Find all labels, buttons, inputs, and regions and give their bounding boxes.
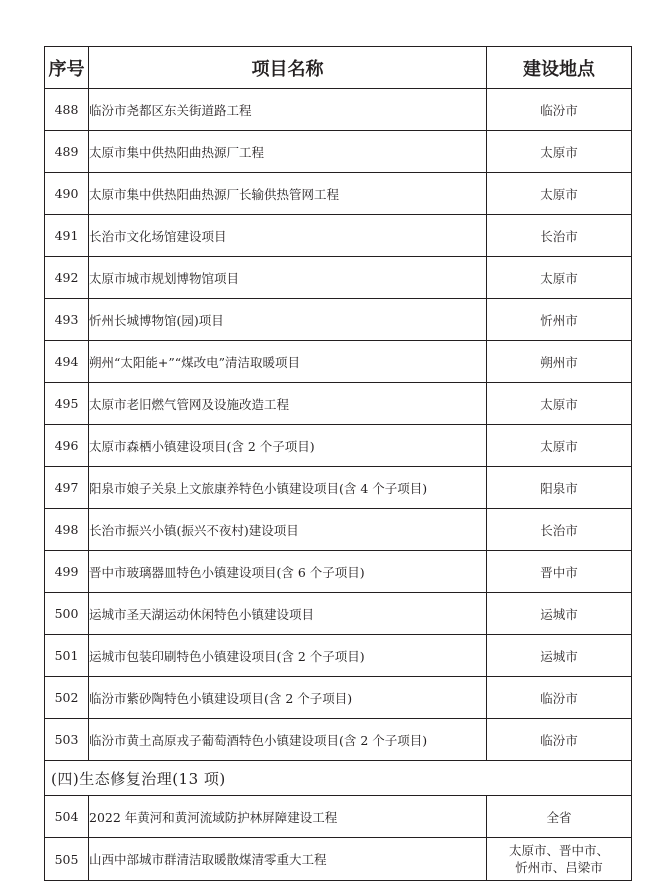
row-location: 阳泉市 (487, 467, 632, 509)
row-seq: 491 (45, 215, 89, 257)
table-row (45, 299, 632, 341)
row-location: 太原市 (487, 425, 632, 467)
row-seq: 498 (45, 509, 89, 551)
row-name: 忻州长城博物馆(园)项目 (89, 299, 487, 341)
table-row (45, 425, 632, 467)
row-name: 长治市文化场馆建设项目 (89, 215, 487, 257)
row-seq: 501 (45, 635, 89, 677)
row-name: 临汾市黄土高原戎子葡萄酒特色小镇建设项目(含 2 个子项目) (89, 719, 487, 761)
table-row (45, 593, 632, 635)
row-location: 忻州市 (487, 299, 632, 341)
row-seq: 492 (45, 257, 89, 299)
row-location (487, 838, 632, 881)
row-name: 临汾市尧都区东关街道路工程 (89, 89, 487, 131)
row-seq: 489 (45, 131, 89, 173)
row-seq: 503 (45, 719, 89, 761)
row-seq: 502 (45, 677, 89, 719)
row-seq: 500 (45, 593, 89, 635)
table-row (45, 173, 632, 215)
location-line-1: 太原市、晋中市、 (508, 843, 609, 858)
row-name: 长治市振兴小镇(振兴不夜村)建设项目 (89, 509, 487, 551)
row-seq: 494 (45, 341, 89, 383)
row-seq: 493 (45, 299, 89, 341)
table-row (45, 796, 632, 838)
row-location: 长治市 (487, 215, 632, 257)
row-location: 太原市 (487, 383, 632, 425)
row-name: 太原市集中供热阳曲热源厂工程 (89, 131, 487, 173)
table-row (45, 509, 632, 551)
row-seq: 505 (45, 838, 89, 881)
table-row (45, 257, 632, 299)
row-location: 临汾市 (487, 89, 632, 131)
row-location: 朔州市 (487, 341, 632, 383)
row-name: 太原市森栖小镇建设项目(含 2 个子项目) (89, 425, 487, 467)
row-seq: 495 (45, 383, 89, 425)
row-location: 太原市 (487, 173, 632, 215)
table-row (45, 383, 632, 425)
header-name: 项目名称 (89, 47, 487, 89)
row-name: 太原市老旧燃气管网及设施改造工程 (89, 383, 487, 425)
row-location: 临汾市 (487, 677, 632, 719)
row-name: 阳泉市娘子关泉上文旅康养特色小镇建设项目(含 4 个子项目) (89, 467, 487, 509)
row-name: 2022 年黄河和黄河流域防护林屏障建设工程 (89, 796, 487, 838)
table-row (45, 89, 632, 131)
row-location: 长治市 (487, 509, 632, 551)
row-name: 太原市城市规划博物馆项目 (89, 257, 487, 299)
table-row (45, 341, 632, 383)
row-name: 运城市圣天湖运动休闲特色小镇建设项目 (89, 593, 487, 635)
row-seq: 504 (45, 796, 89, 838)
table-header-row (45, 47, 632, 89)
row-location: 全省 (487, 796, 632, 838)
table-row (45, 838, 632, 881)
row-name: 运城市包装印刷特色小镇建设项目(含 2 个子项目) (89, 635, 487, 677)
table-body (45, 89, 632, 761)
section-title: (四)生态修复治理(13 项) (45, 761, 632, 796)
header-location: 建设地点 (487, 47, 632, 89)
table-row (45, 719, 632, 761)
row-name: 临汾市紫砂陶特色小镇建设项目(含 2 个子项目) (89, 677, 487, 719)
row-location: 运城市 (487, 593, 632, 635)
row-name: 晋中市玻璃器皿特色小镇建设项目(含 6 个子项目) (89, 551, 487, 593)
table-row (45, 635, 632, 677)
table-row (45, 215, 632, 257)
row-location: 晋中市 (487, 551, 632, 593)
row-name: 太原市集中供热阳曲热源厂长输供热管网工程 (89, 173, 487, 215)
section-row (45, 761, 632, 796)
row-name: 山西中部城市群清洁取暖散煤清零重大工程 (89, 838, 487, 881)
table-row (45, 467, 632, 509)
row-seq: 490 (45, 173, 89, 215)
row-seq: 499 (45, 551, 89, 593)
row-seq: 488 (45, 89, 89, 131)
table-row (45, 677, 632, 719)
row-seq: 496 (45, 425, 89, 467)
header-seq: 序号 (45, 47, 89, 89)
location-line-2: 忻州市、吕梁市 (515, 860, 603, 875)
row-location: 太原市 (487, 131, 632, 173)
table-row (45, 551, 632, 593)
table-row (45, 131, 632, 173)
row-location: 太原市 (487, 257, 632, 299)
row-location: 运城市 (487, 635, 632, 677)
row-location: 临汾市 (487, 719, 632, 761)
project-table (44, 46, 632, 881)
row-name: 朔州“太阳能+”“煤改电”清洁取暖项目 (89, 341, 487, 383)
row-seq: 497 (45, 467, 89, 509)
